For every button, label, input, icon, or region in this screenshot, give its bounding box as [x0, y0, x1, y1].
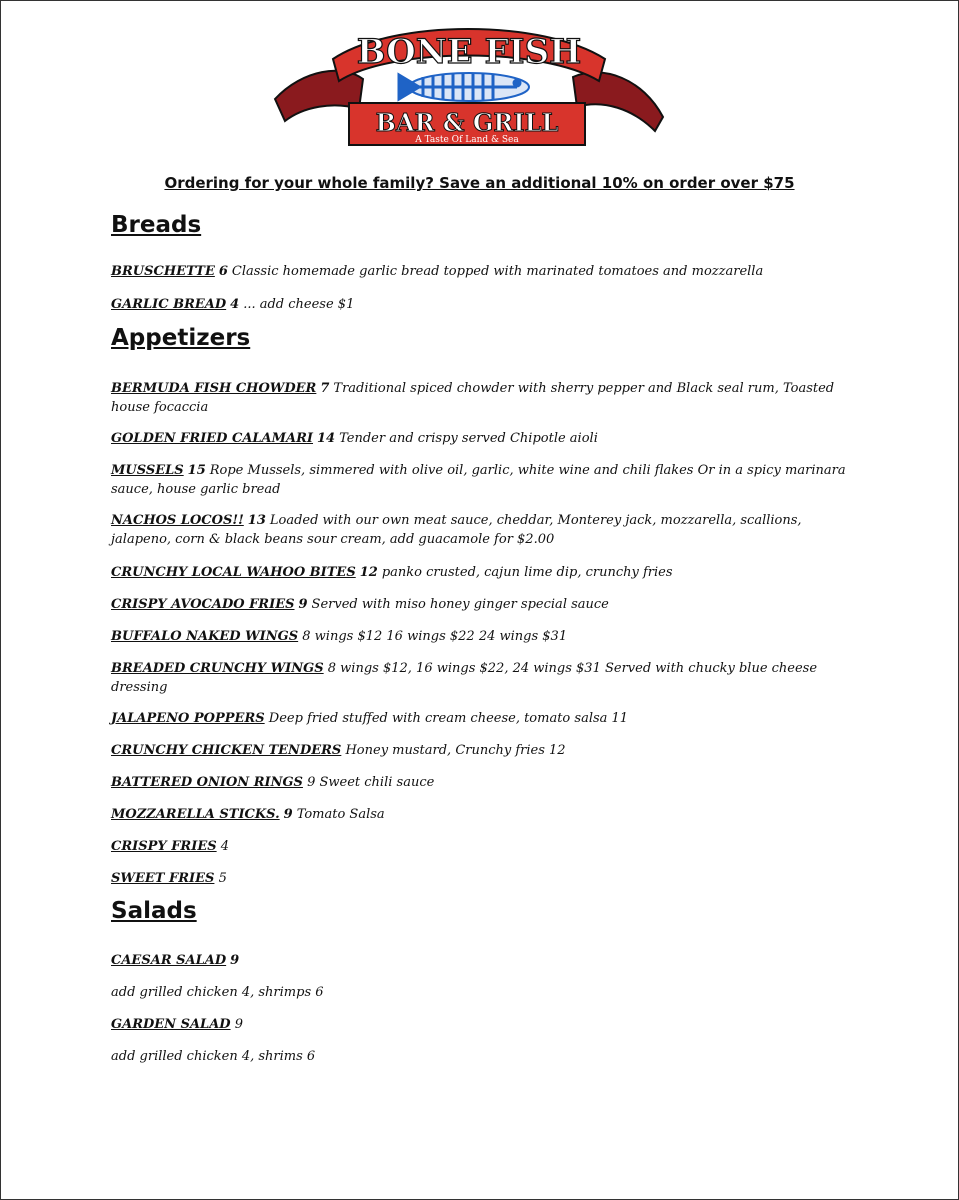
item-price: 9: [283, 807, 293, 822]
item-description: panko crusted, cajun lime dip, crunchy fries: [381, 565, 673, 580]
item-name: BATTERED ONION RINGS: [111, 775, 303, 790]
item-price: 14: [317, 431, 336, 446]
item-description: Traditional spiced chowder with sherry pepper and Black seal rum, Toasted house focaccia: [111, 381, 835, 415]
item-description: 9 Sweet chili sauce: [307, 775, 435, 790]
item-description: 5: [218, 871, 227, 886]
item-description: 4: [220, 839, 230, 854]
item-description: ... add cheese $1: [243, 297, 355, 312]
item-name: BUFFALO NAKED WINGS: [111, 629, 299, 644]
item-description: Rope Mussels, simmered with olive oil, garlic, white wine and chili flakes Or in a spicy marinara sauce, house garlic bread: [111, 463, 846, 497]
fish-skeleton-icon: [399, 73, 529, 101]
item-description: Tomato Salsa: [296, 807, 385, 822]
item-name: CRISPY FRIES: [111, 839, 217, 854]
item-name: GOLDEN FRIED CALAMARI: [111, 431, 314, 446]
menu-item: [111, 595, 851, 614]
section-heading-breads: Breads: [111, 212, 202, 238]
item-name: MUSSELS: [111, 463, 184, 478]
item-description: Tender and crispy served Chipotle aioli: [339, 431, 598, 446]
menu-item: [111, 709, 851, 728]
item-description: Served with miso honey ginger special sauce: [311, 597, 609, 612]
item-description: Deep fried stuffed with cream cheese, tomato salsa 11: [268, 711, 629, 726]
logo-subtitle: BAR & GRILL: [375, 108, 559, 137]
item-price: 9: [230, 953, 240, 968]
menu-item: [111, 869, 851, 888]
logo-title: BONE FISH: [356, 32, 582, 72]
menu-item: [111, 805, 851, 824]
item-name: JALAPENO POPPERS: [111, 711, 265, 726]
item-description: Loaded with our own meat sauce, cheddar, Monterey jack, mozzarella, scallions, jalapeno, corn & black beans sour cream, add guacamole for $2.00: [111, 513, 802, 547]
menu-item: [111, 429, 851, 448]
item-price: 13: [247, 513, 266, 528]
item-name: CRUNCHY LOCAL WAHOO BITES: [111, 565, 356, 580]
menu-item: [111, 295, 851, 314]
item-price: 4: [230, 297, 240, 312]
item-name: CRUNCHY CHICKEN TENDERS: [111, 743, 342, 758]
item-name: BREADED CRUNCHY WINGS: [111, 661, 324, 676]
item-price: 6: [218, 264, 228, 279]
item-name: NACHOS LOCOS!!: [111, 513, 244, 528]
item-description: 9: [234, 1017, 243, 1032]
menu-item: [111, 461, 851, 499]
menu-item: [111, 659, 851, 697]
item-description: 8 wings $12, 16 wings $22, 24 wings $31 Served with chucky blue cheese dressing: [111, 661, 818, 695]
menu-item: [111, 563, 851, 582]
item-name: SWEET FRIES: [111, 871, 215, 886]
item-description: Honey mustard, Crunchy fries 12: [345, 743, 566, 758]
item-price: 15: [187, 463, 206, 478]
item-price: 7: [320, 381, 330, 396]
menu-item: [111, 379, 851, 417]
menu-item: [111, 511, 851, 549]
menu-item: [111, 837, 851, 856]
section-heading-appetizers: Appetizers: [111, 325, 251, 351]
item-name: BERMUDA FISH CHOWDER: [111, 381, 317, 396]
bone-fish-logo: [273, 19, 665, 147]
menu-item: [111, 262, 851, 281]
menu-item: [111, 627, 851, 646]
item-name: GARLIC BREAD: [111, 297, 227, 312]
menu-item: [111, 1015, 851, 1034]
item-description: Classic homemade garlic bread topped with marinated tomatoes and mozzarella: [231, 264, 764, 279]
menu-item: [111, 741, 851, 760]
promo-banner: Ordering for your whole family? Save an additional 10% on order over $75: [164, 174, 795, 192]
item-name: GARDEN SALAD: [111, 1017, 231, 1032]
menu-item: [111, 1047, 851, 1066]
menu-item: [111, 951, 851, 970]
item-name: BRUSCHETTE: [111, 264, 215, 279]
menu-item: [111, 983, 851, 1002]
menu-item: [111, 773, 851, 792]
item-name: CAESAR SALAD: [111, 953, 227, 968]
item-description: add grilled chicken 4, shrimps 6: [111, 985, 324, 1000]
item-description: add grilled chicken 4, shrims 6: [111, 1049, 316, 1064]
item-name: CRISPY AVOCADO FRIES: [111, 597, 295, 612]
item-description: 8 wings $12 16 wings $22 24 wings $31: [302, 629, 568, 644]
item-price: 12: [359, 565, 378, 580]
item-name: MOZZARELLA STICKS.: [111, 807, 280, 822]
section-heading-salads: Salads: [111, 898, 197, 924]
logo-tagline: A Taste Of Land & Sea: [415, 135, 519, 145]
item-price: 9: [298, 597, 308, 612]
